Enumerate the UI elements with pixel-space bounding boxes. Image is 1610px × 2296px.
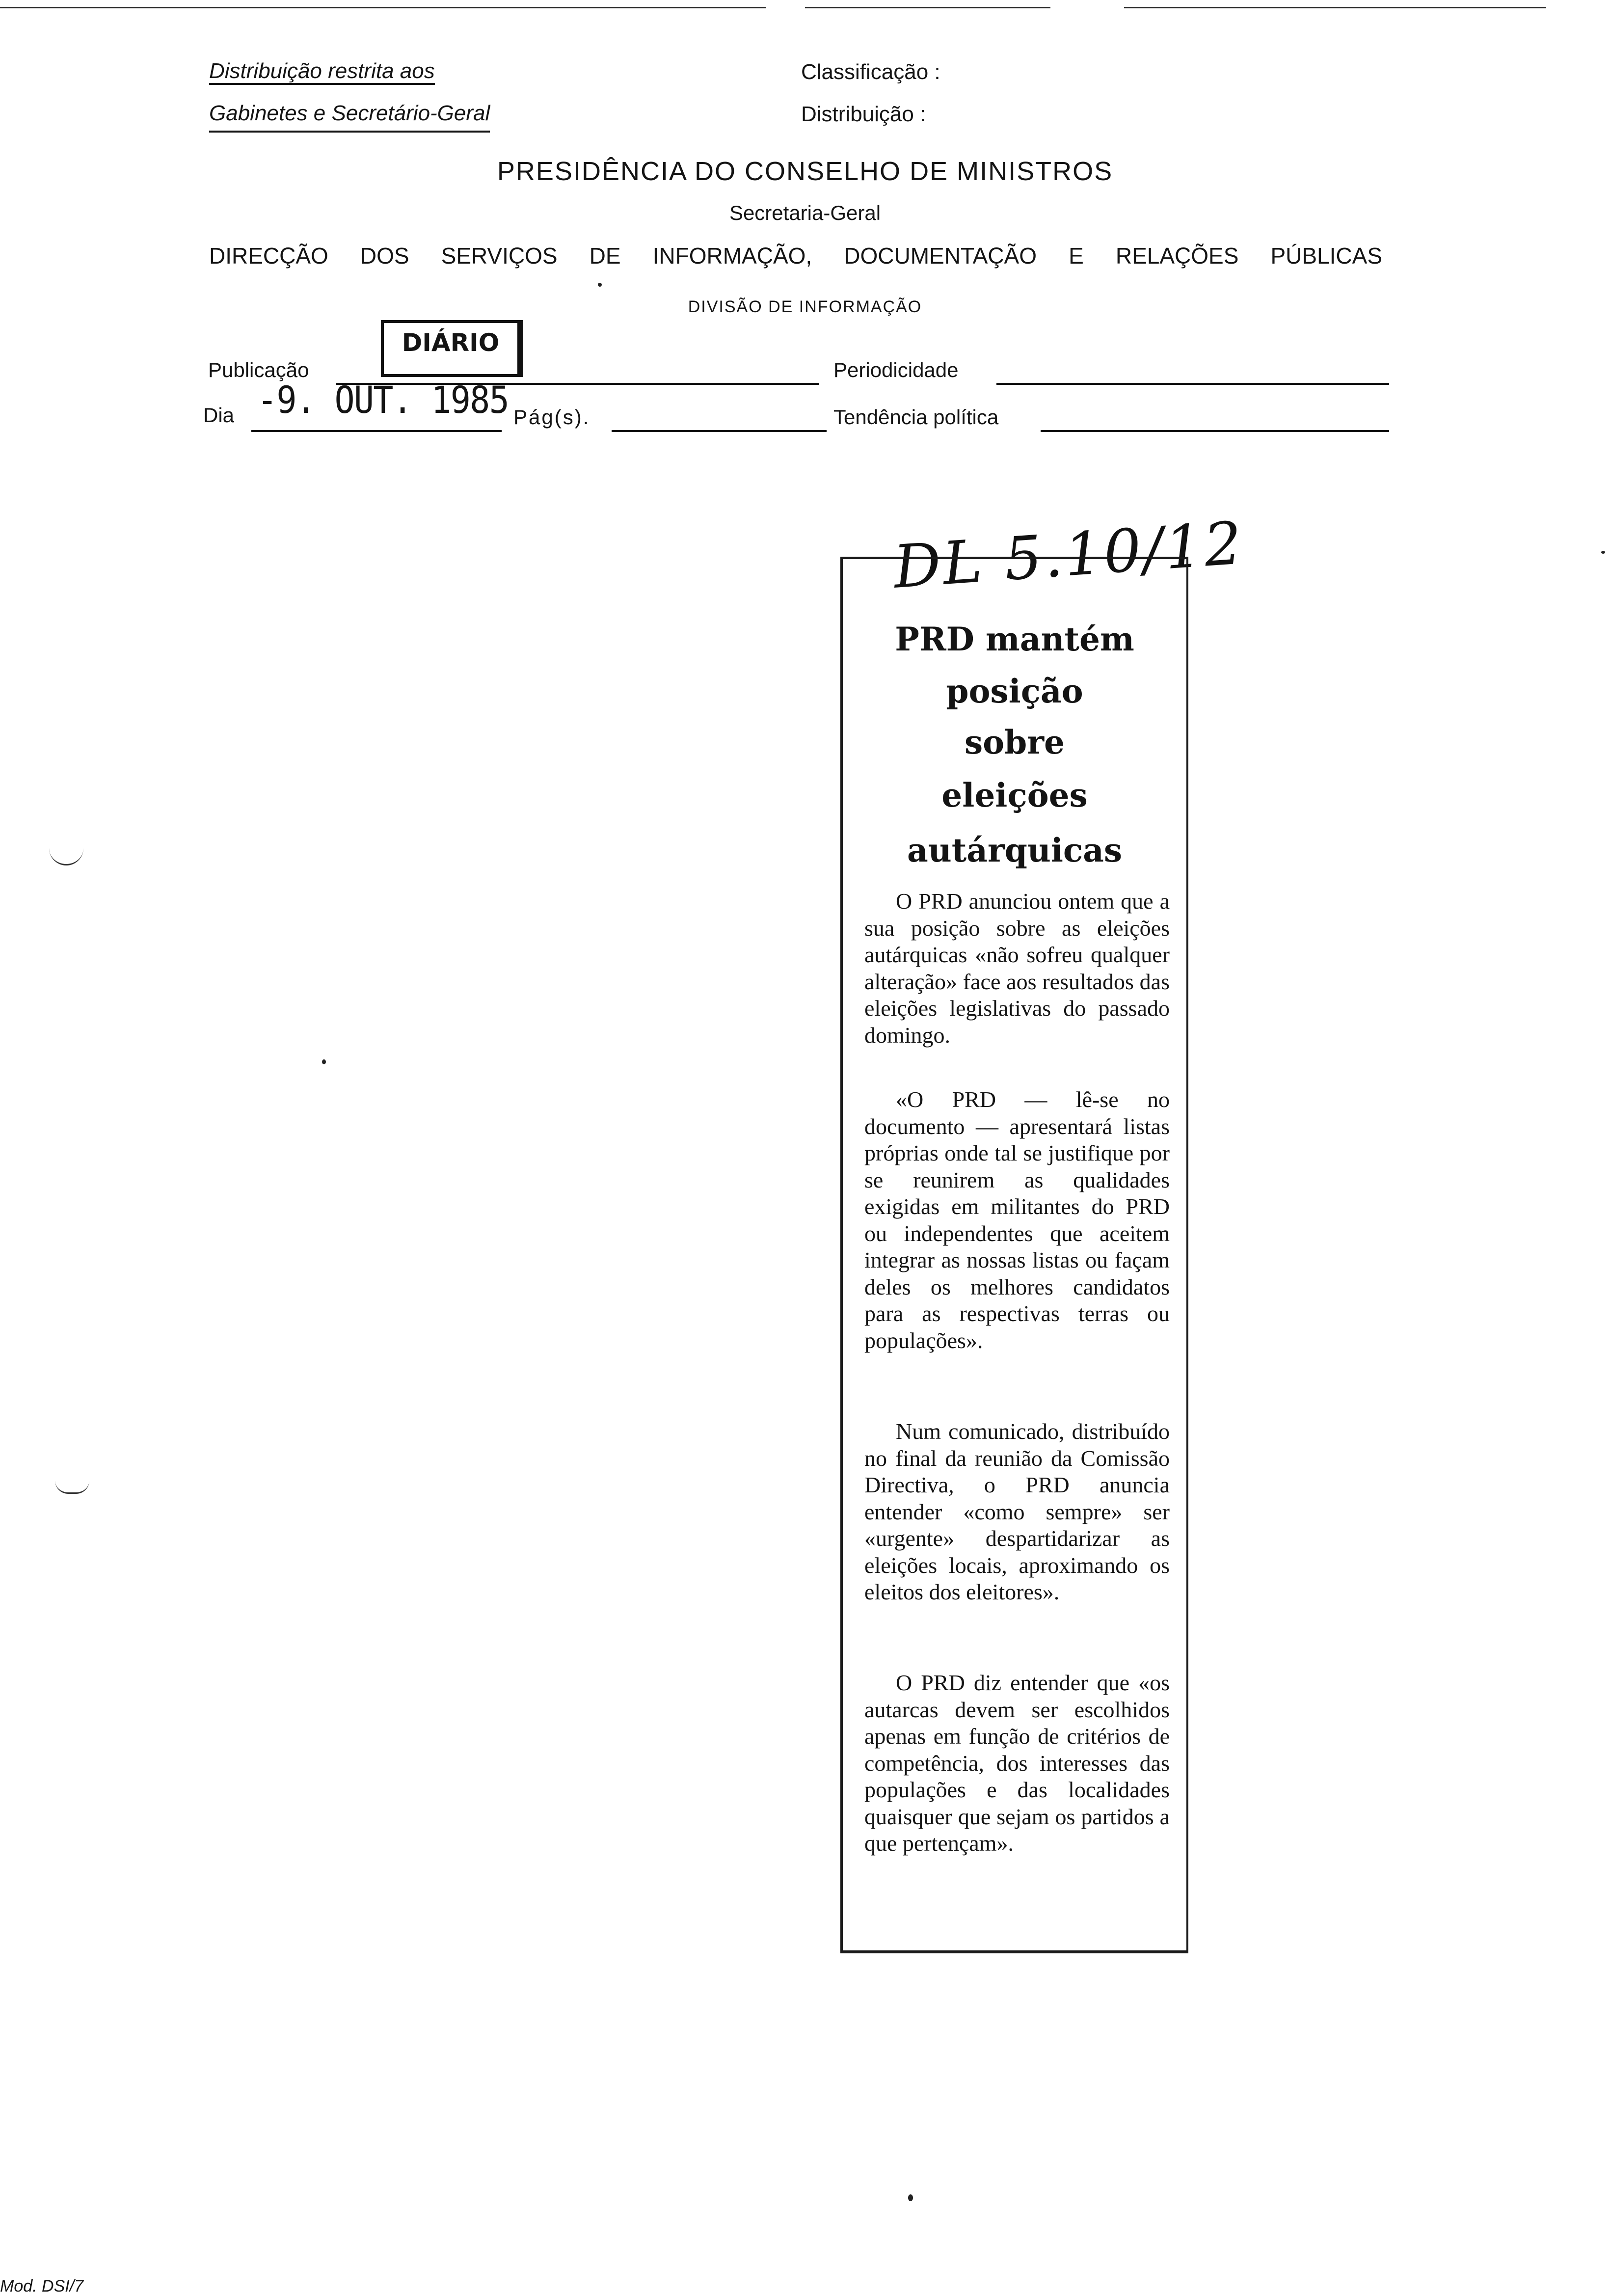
headline-line-5: autárquicas bbox=[907, 831, 1123, 869]
political-tendency-label: Tendência política bbox=[833, 405, 999, 429]
day-label: Dia bbox=[203, 404, 235, 427]
scan-line bbox=[0, 7, 766, 8]
article-paragraph-2: «O PRD — lê-se no documento — apresentará listas próprias onde tal se justifique por se reunirem as qualidades exigidas em militantes do PRD ou independentes que aceitem integrar as nossas listas ou façam deles os melhores candidatos para as respectivas terras ou populações». bbox=[864, 1087, 1170, 1353]
handwritten-note: DL 5.10/12 bbox=[891, 509, 1246, 602]
scan-speck bbox=[598, 283, 602, 287]
distribution-label: Distribuição : bbox=[801, 102, 926, 126]
publication-label: Publicação bbox=[208, 358, 309, 381]
periodicity-label: Periodicidade bbox=[833, 358, 959, 381]
pages-field-line bbox=[612, 430, 827, 432]
scan-speck bbox=[908, 2194, 913, 2201]
classification-label: Classificação : bbox=[801, 60, 940, 84]
article-paragraph-3: Num comunicado, distribuído no final da reunião da Comissão Directiva, o PRD anuncia entender «como sempre» ser «urgente» despartidarizar as eleições locais, aproximando os eleitos dos eleitores». bbox=[864, 1419, 1170, 1604]
day-field-line bbox=[251, 430, 502, 432]
pages-label: Pág(s). bbox=[513, 405, 590, 429]
headline-line-4: eleições bbox=[941, 776, 1088, 814]
hole-punch-mark bbox=[55, 1481, 89, 1494]
directorate-title: DIRECÇÃO DOS SERVIÇOS DE INFORMAÇÃO, DOCUMENTAÇÃO E RELAÇÕES PÚBLICAS bbox=[209, 243, 1382, 269]
periodicity-field-line bbox=[996, 383, 1389, 385]
hole-punch-mark bbox=[49, 844, 83, 865]
scan-speck bbox=[322, 1059, 326, 1064]
political-tendency-field-line bbox=[1041, 430, 1389, 432]
article-paragraph-1: O PRD anunciou ontem que a sua posição sobre as eleições autárquicas «não sofreu qualquer alteração» face aos resultados das eleições legislativas do passado domingo. bbox=[864, 889, 1170, 1048]
division-title: DIVISÃO DE INFORMAÇÃO bbox=[688, 297, 922, 316]
scan-line bbox=[1124, 7, 1546, 8]
headline-line-2: posição bbox=[946, 672, 1083, 710]
headline-line-1: PRD mantém bbox=[895, 620, 1134, 658]
distribution-restricted-line1 bbox=[209, 59, 435, 83]
headline-line-3: sobre bbox=[964, 723, 1065, 761]
date-stamp: -9. OUT. 1985 bbox=[257, 378, 509, 422]
scan-line bbox=[805, 7, 1050, 8]
form-code: Mod. DSI/7 bbox=[0, 2277, 84, 2296]
newspaper-clipping bbox=[840, 557, 1188, 1953]
publication-stamp: DIÁRIO bbox=[381, 320, 523, 377]
institution-title: PRESIDÊNCIA DO CONSELHO DE MINISTROS bbox=[497, 157, 1113, 186]
scan-speck bbox=[1601, 551, 1605, 554]
secretariat-title: Secretaria-Geral bbox=[729, 201, 881, 224]
distribution-line1-text: Distribuição restrita aos bbox=[209, 59, 435, 85]
distribution-restricted-line2: Gabinetes e Secretário-Geral bbox=[209, 101, 490, 133]
article-paragraph-4: O PRD diz entender que «os autarcas devem ser escolhidos apenas em função de critérios de competência, dos interesses das populações e das localidades quaisquer que sejam os partidos a que pertençam». bbox=[864, 1670, 1170, 1856]
